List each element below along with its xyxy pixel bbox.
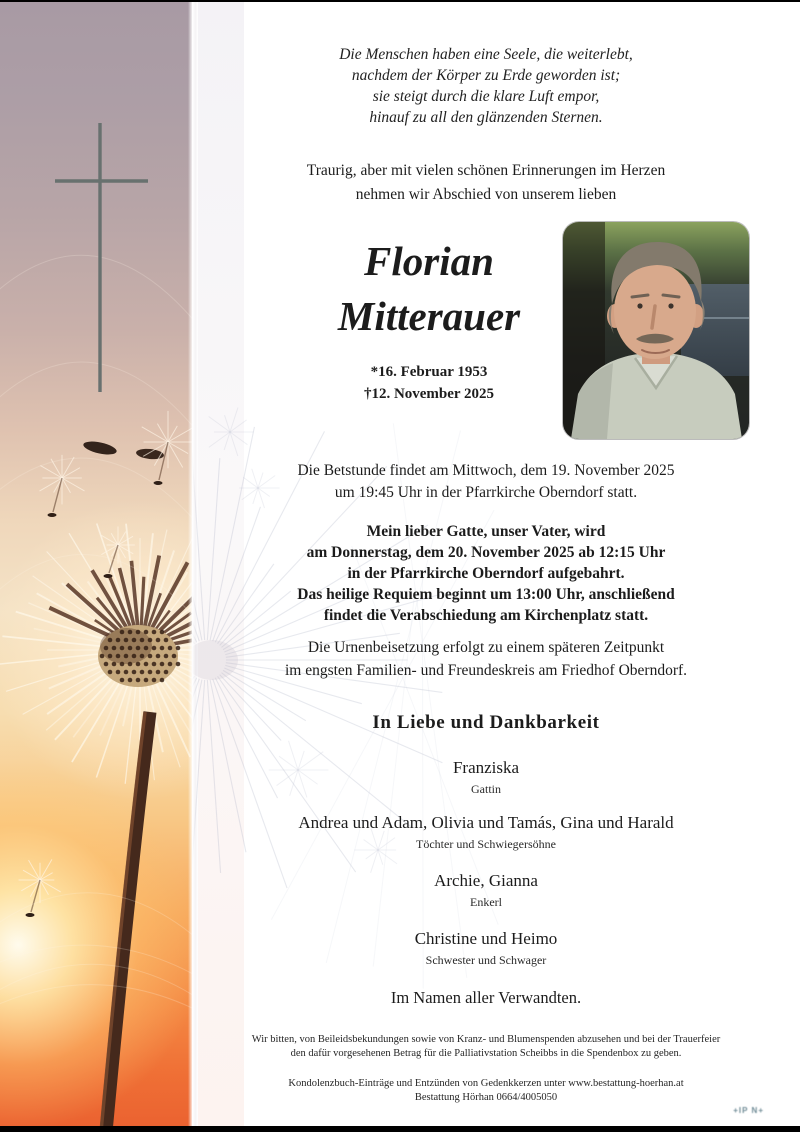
family-relation: Töchter und Schwiegersöhne <box>416 837 556 851</box>
poem-line: hinauf zu all den glänzenden Sternen. <box>369 109 603 126</box>
scan-border-bottom <box>0 1126 800 1132</box>
death-date: †12. November 2025 <box>363 386 495 402</box>
funeral-line: in der Pfarrkirche Oberndorf aufgebahrt. <box>347 565 625 582</box>
portrait-photo <box>563 222 749 439</box>
intro-line: nehmen wir Abschied von unserem lieben <box>355 186 617 203</box>
funeral-line: am Donnerstag, dem 20. November 2025 ab 12:15 Uhr <box>306 544 666 561</box>
dandelion-illustration <box>0 0 192 1132</box>
urn-line: Die Urnenbeisetzung erfolgt zu einem späteren Zeitpunkt <box>307 639 665 656</box>
family-names: Franziska <box>452 758 520 777</box>
family-relation: Enkerl <box>470 895 502 909</box>
betstunde-line: Die Betstunde findet am Mittwoch, dem 19. November 2025 <box>297 462 675 479</box>
funeral-line: Mein lieber Gatte, unser Vater, wird <box>366 523 606 540</box>
scan-border-top <box>0 0 800 2</box>
portrait-photo-illustration <box>563 222 749 439</box>
strip-edge-highlight <box>188 0 198 1132</box>
condolence-note <box>200 1077 772 1104</box>
family-names: Andrea und Adam, Olivia und Tamás, Gina und Harald <box>298 813 674 832</box>
closing-heading: In Liebe und Dankbarkeit <box>372 712 600 733</box>
life-dates <box>240 361 618 405</box>
family-entry <box>200 928 772 968</box>
family-names: Christine und Heimo <box>414 929 558 948</box>
family-relation: Gattin <box>471 782 501 796</box>
family-entry <box>200 870 772 910</box>
funeral-line: Das heilige Requiem beginnt um 13:00 Uhr, anschließend <box>297 586 675 603</box>
cross-icon <box>55 123 148 392</box>
poem-line: nachdem der Körper zu Erde geworden ist; <box>351 67 621 84</box>
funeral-announcement <box>200 521 772 626</box>
poem-line: Die Menschen haben eine Seele, die weiterlebt, <box>339 46 633 63</box>
deceased-last-name: Mitterauer <box>337 293 521 339</box>
urn-line: im engsten Familien- und Freundeskreis am Friedhof Oberndorf. <box>284 661 688 679</box>
intro-line: Traurig, aber mit vielen schönen Erinnerungen im Herzen <box>306 162 666 179</box>
final-line: Im Namen aller Verwandten. <box>390 988 582 1007</box>
deceased-name-block <box>240 234 618 405</box>
betstunde-announcement <box>200 460 772 504</box>
dandelion-sunset-strip <box>0 0 192 1132</box>
birth-date: *16. Februar 1953 <box>370 364 488 380</box>
poem-line: sie steigt durch die klare Luft empor, <box>372 88 600 105</box>
farewell-intro <box>200 159 772 207</box>
family-names: Archie, Gianna <box>434 871 538 890</box>
opening-poem <box>200 44 772 128</box>
funeral-line: findet die Verabschiedung am Kirchenplatz statt. <box>323 607 649 624</box>
condolence-line: Bestattung Hörhan 0664/4005050 <box>414 1091 558 1103</box>
betstunde-line: um 19:45 Uhr in der Pfarrkirche Oberndorf statt. <box>334 484 638 501</box>
donation-line: den dafür vorgesehenen Betrag für die Palliativstation Scheibbs in die Spendenbox zu geben. <box>290 1047 682 1059</box>
print-mark: +IP N+ <box>733 1106 764 1115</box>
family-entry <box>200 757 772 797</box>
urn-burial-announcement <box>200 637 772 682</box>
donation-note <box>200 1033 772 1060</box>
family-entry <box>200 812 772 852</box>
deceased-first-name: Florian <box>364 238 494 284</box>
donation-line: Wir bitten, von Beileidsbekundungen sowie von Kranz- und Blumenspenden abzusehen und bei der Trauerfeier <box>251 1034 721 1045</box>
condolence-line: Kondolenzbuch-Einträge und Entzünden von Gedenkkerzen unter www.bestattung-hoerhan.at <box>288 1078 684 1089</box>
family-relation: Schwester und Schwager <box>425 953 547 967</box>
